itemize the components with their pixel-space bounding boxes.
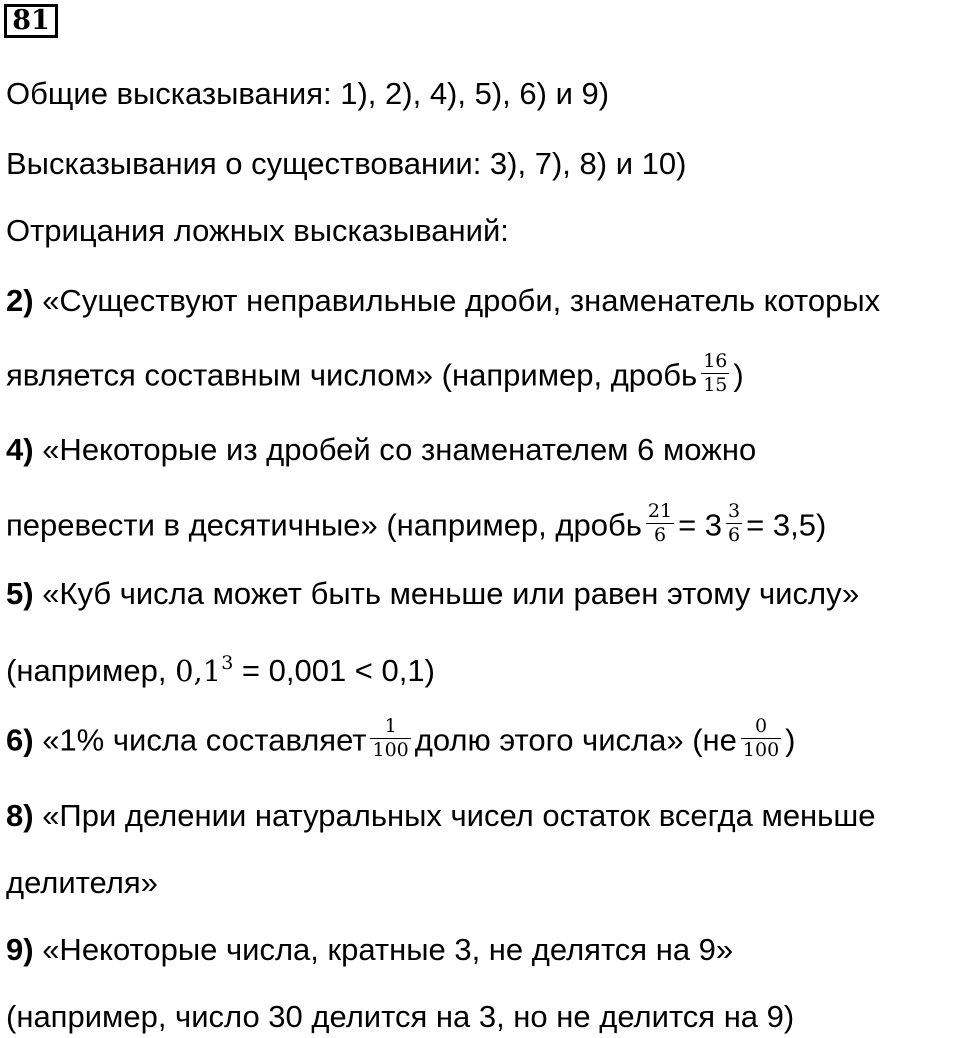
item-8-text: «При делении натуральных чисел остаток всегда меньше xyxy=(33,798,876,833)
item-5-line-2 xyxy=(6,643,435,691)
item-4-text: «Некоторые из дробей со знаменателем 6 можно xyxy=(33,432,757,467)
fraction-0-100 xyxy=(741,716,781,761)
item-6-text-before: «1% числа составляет xyxy=(33,722,367,758)
item-4-text-before: перевести в десятичные» (например, дробь xyxy=(6,507,642,543)
item-6-number: 6) xyxy=(6,722,34,758)
item-2-text-before: является составным числом» (например, дробь xyxy=(6,357,698,393)
fraction-16-15 xyxy=(701,351,729,396)
item-9-line-1 xyxy=(6,930,733,970)
item-5-number: 5) xyxy=(6,576,34,611)
fraction-denominator: 15 xyxy=(703,374,728,396)
fraction-denominator: 100 xyxy=(372,739,409,761)
exercise-number: 81 xyxy=(4,4,58,38)
cube-base: 0,1 xyxy=(175,654,222,688)
item-2-text-after: ) xyxy=(733,357,744,393)
item-4-number: 4) xyxy=(6,432,34,467)
fraction-denominator: 6 xyxy=(653,524,667,546)
fraction-numerator: 16 xyxy=(703,350,728,372)
general-statements-line: Общие высказывания: 1), 2), 4), 5), 6) и 9) xyxy=(6,76,610,111)
item-9-text: «Некоторые числа, кратные 3, не делятся на 9» xyxy=(33,932,734,967)
item-8-number: 8) xyxy=(6,798,34,833)
item-8-line-1 xyxy=(6,796,875,836)
fraction-1-100 xyxy=(370,716,410,761)
item-6-line xyxy=(6,715,796,765)
item-2-text: «Существуют неправильные дроби, знаменатель которых xyxy=(33,283,881,318)
item-5-text-after: = 0,001 < 0,1) xyxy=(233,653,435,688)
item-4-text-after: = 3,5) xyxy=(746,507,827,543)
fraction-numerator: 21 xyxy=(647,500,673,522)
item-5-text: «Куб числа может быть меньше или равен этому числу» xyxy=(33,576,860,611)
fraction-3-6 xyxy=(726,501,742,546)
item-2-line-2 xyxy=(6,350,744,400)
item-4-line-2 xyxy=(6,500,827,550)
existence-statements-line: Высказывания о существовании: 3), 7), 8) и 10) xyxy=(6,146,687,181)
item-6-text-mid: долю этого числа» (не xyxy=(414,722,737,758)
item-5-text-before: (например, xyxy=(6,653,167,688)
fraction-denominator: 100 xyxy=(742,739,780,761)
item-5-line-1 xyxy=(6,574,859,614)
item-4-line-1 xyxy=(6,430,756,470)
fraction-21-6 xyxy=(646,501,674,546)
item-4-mixed-whole: = 3 xyxy=(678,507,723,543)
negations-heading: Отрицания ложных высказываний: xyxy=(6,213,509,248)
item-9-line-2: (например, число 30 делится на 3, но не делится на 9) xyxy=(6,999,795,1034)
fraction-numerator: 3 xyxy=(728,500,741,522)
item-8-line-2: делителя» xyxy=(6,865,158,900)
fraction-numerator: 0 xyxy=(741,716,781,739)
cube-exponent: 3 xyxy=(221,652,234,674)
item-9-number: 9) xyxy=(6,932,34,967)
item-2-number: 2) xyxy=(6,283,34,318)
fraction-numerator: 1 xyxy=(370,716,410,739)
item-2-line-1 xyxy=(6,281,880,321)
fraction-denominator: 6 xyxy=(728,524,741,546)
item-6-text-after: ) xyxy=(785,722,796,758)
